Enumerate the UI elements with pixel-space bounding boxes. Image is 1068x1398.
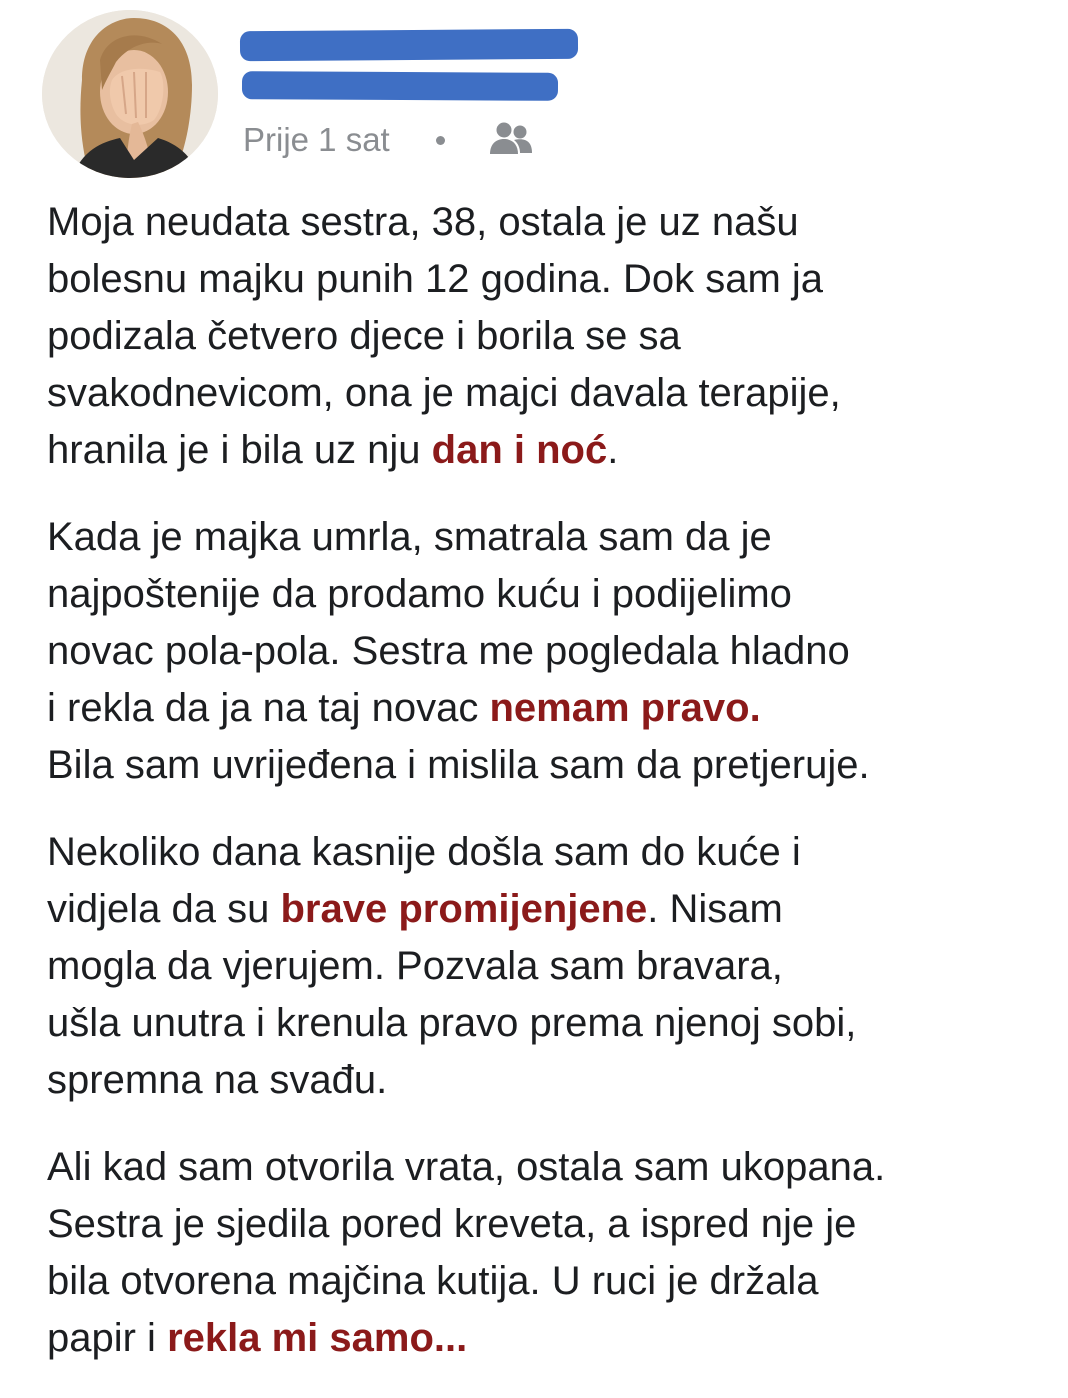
post-body [47, 194, 1047, 1397]
text-segment: . Nisam [647, 887, 783, 931]
avatar[interactable] [42, 10, 218, 178]
text-line [47, 422, 1047, 479]
highlighted-phrase: nemam pravo. [489, 686, 761, 730]
highlighted-phrase: brave promijenjene [280, 887, 648, 931]
text-segment: hranila je i bila uz nju [47, 428, 432, 472]
text-line [47, 623, 1047, 680]
text-line [47, 365, 1047, 422]
text-segment: mogla da vjerujem. Pozvala sam bravara, [47, 944, 783, 988]
text-segment: spremna na svađu. [47, 1058, 388, 1102]
redacted-name-bar [240, 29, 578, 61]
text-line [47, 737, 1047, 794]
text-segment: Ali kad sam otvorila vrata, ostala sam ukopana. [47, 1145, 886, 1189]
text-segment: bolesnu majku punih 12 godina. Dok sam ja [47, 257, 824, 301]
text-line [47, 680, 1047, 737]
text-segment: Kada je majka umrla, smatrala sam da je [47, 515, 772, 559]
text-line [47, 938, 1047, 995]
text-segment: i rekla da ja na taj novac [47, 686, 490, 730]
post-paragraph [47, 509, 1047, 794]
avatar-photo [42, 10, 218, 178]
text-line [47, 509, 1047, 566]
text-segment: vidjela da su [47, 887, 281, 931]
text-line [47, 1052, 1047, 1109]
post-timestamp[interactable]: Prije 1 sat [243, 121, 390, 158]
text-line [47, 881, 1047, 938]
text-line [47, 308, 1047, 365]
separator-dot [436, 136, 445, 145]
text-segment: Nekoliko dana kasnije došla sam do kuće i [47, 830, 801, 874]
text-segment: podizala četvero djece i borila se sa [47, 314, 681, 358]
highlighted-phrase: dan i noć [431, 428, 608, 472]
text-segment: . [607, 428, 619, 472]
text-segment: novac pola-pola. Sestra me pogledala hladno [47, 629, 850, 673]
text-line [47, 1139, 1047, 1196]
post-paragraph [47, 824, 1047, 1109]
text-line [47, 566, 1047, 623]
highlighted-phrase: rekla mi samo... [167, 1316, 468, 1360]
text-segment: ušla unutra i krenula pravo prema njenoj sobi, [47, 1001, 857, 1045]
text-line [47, 824, 1047, 881]
text-segment: najpoštenije da prodamo kuću i podijelimo [47, 572, 792, 616]
post-paragraph [47, 194, 1047, 479]
text-segment: svakodnevicom, ona je majci davala terapije, [47, 371, 841, 415]
text-line [47, 251, 1047, 308]
text-segment: Sestra je sjedila pored kreveta, a ispred nje je [47, 1202, 857, 1246]
text-segment: Moja neudata sestra, 38, ostala je uz našu [47, 200, 799, 244]
text-line [47, 1196, 1047, 1253]
redacted-name-bar [242, 71, 558, 101]
text-line [47, 1310, 1047, 1367]
friends-icon[interactable] [487, 120, 535, 160]
post-paragraph [47, 1139, 1047, 1367]
text-segment: Bila sam uvrijeđena i mislila sam da pretjeruje. [47, 743, 870, 787]
text-line [47, 194, 1047, 251]
text-segment: papir i [47, 1316, 168, 1360]
text-line [47, 1253, 1047, 1310]
text-segment: bila otvorena majčina kutija. U ruci je držala [47, 1259, 819, 1303]
post-meta [243, 118, 535, 162]
text-line [47, 995, 1047, 1052]
